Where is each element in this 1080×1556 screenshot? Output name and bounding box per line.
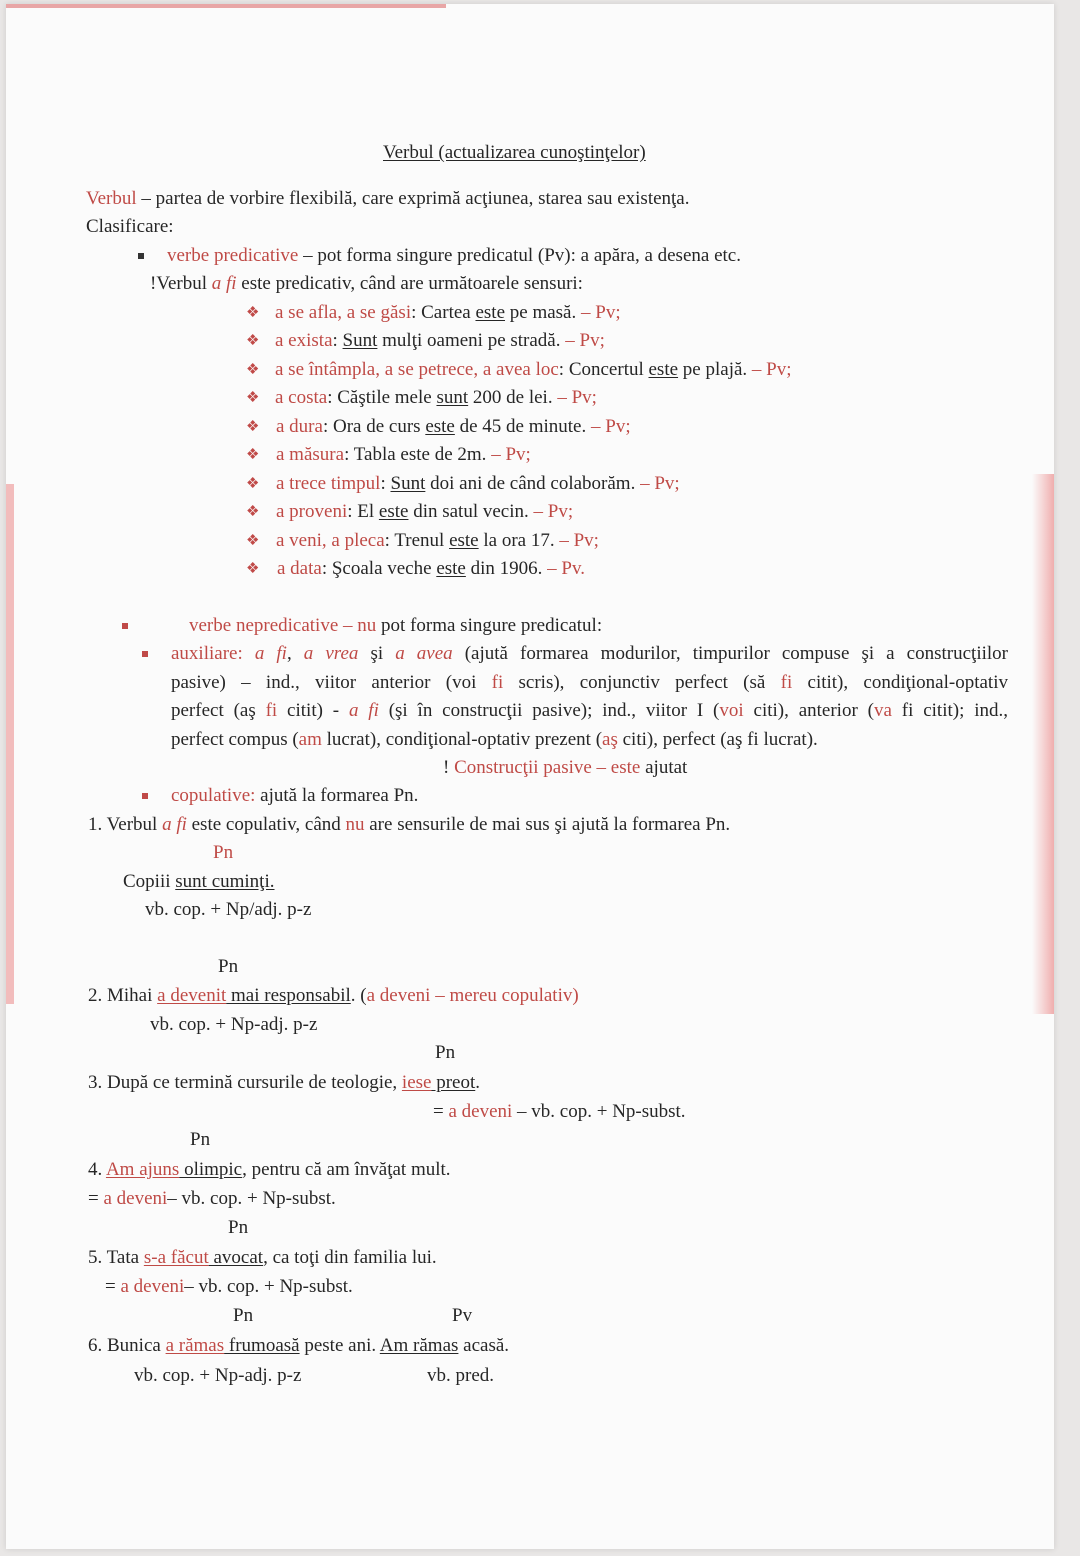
text-line — [171, 785, 418, 807]
text-line — [233, 1305, 253, 1327]
text-segment: : Cartea — [411, 302, 476, 323]
text-line — [88, 1159, 451, 1181]
highlighted-text: a data — [277, 558, 322, 579]
text-segment: : Trenul — [384, 530, 450, 551]
text-line — [427, 1365, 494, 1387]
text-segment: Pn — [435, 1042, 456, 1063]
text-segment: vb. cop. + Np-adj. p-z — [134, 1365, 302, 1386]
text-line — [171, 729, 818, 751]
highlighted-text: fi — [780, 672, 793, 693]
text-segment: citit) - — [277, 700, 349, 721]
highlighted-text: fi — [491, 672, 504, 693]
text-segment: – vb. cop. + Np-subst. — [167, 1188, 336, 1209]
highlighted-text: copulative: — [171, 785, 256, 806]
text-line — [435, 1042, 455, 1064]
text-line — [189, 615, 602, 637]
text-segment: perfect (aş — [171, 700, 266, 721]
highlighted-text: aş — [602, 729, 618, 750]
text-segment: are sensurile de mai sus şi ajută la formarea Pn. — [364, 814, 731, 835]
highlighted-text: – Pv. — [547, 558, 585, 579]
page-title: Verbul (actualizarea cunoştinţelor) — [383, 142, 646, 163]
text-segment: = — [105, 1276, 121, 1297]
text-segment: Pv — [452, 1305, 473, 1326]
text-segment: este copulativ, când — [186, 814, 346, 835]
highlighted-text: Am ajuns — [105, 1159, 180, 1180]
text-segment: – vb. cop. + Np-subst. — [184, 1276, 353, 1297]
text-line — [276, 501, 573, 523]
text-line — [145, 899, 311, 921]
text-segment: 5. Tata — [88, 1247, 144, 1268]
text-line — [277, 558, 585, 580]
text-line — [167, 245, 741, 267]
text-line — [150, 273, 583, 295]
text-segment: ajutat — [640, 757, 688, 778]
text-segment: de 45 de minute. — [454, 416, 591, 437]
highlighted-text: – Pv; — [581, 302, 621, 323]
text-line — [123, 871, 275, 893]
diamond-bullet-icon: ❖ — [246, 305, 260, 321]
text-segment: perfect compus ( — [171, 729, 299, 750]
text-segment: mulţi oameni pe stradă. — [377, 330, 566, 351]
text-segment: mai responsabil — [226, 985, 351, 1006]
text-segment: este — [648, 359, 679, 380]
text-segment: : Tabla este de 2m. — [344, 444, 492, 465]
text-segment: (şi în construcţii pasive); ind., viitor I ( — [378, 700, 720, 721]
text-segment: ! — [443, 757, 455, 778]
text-line — [171, 643, 1008, 665]
highlighted-text: – Pv; — [565, 330, 605, 351]
text-line — [134, 1365, 301, 1387]
highlighted-text: va — [873, 700, 892, 721]
text-segment: este — [425, 416, 455, 437]
highlighted-text: a fi — [211, 273, 237, 294]
text-line — [88, 1247, 437, 1269]
text-segment: pasive) – ind., viitor anterior (voi — [171, 672, 492, 693]
text-segment: Sunt — [342, 330, 378, 351]
highlighted-text: – Pv; — [559, 530, 599, 551]
decorative-edge — [1032, 474, 1054, 1014]
text-segment: sunt cuminţi. — [175, 871, 275, 892]
text-line — [86, 188, 690, 210]
highlighted-text: a deveni — [120, 1276, 185, 1297]
highlighted-text: verbe nepredicative – nu — [189, 615, 377, 636]
text-segment: – vb. cop. + Np-subst. — [512, 1101, 686, 1122]
highlighted-text: a trece timpul — [276, 473, 381, 494]
text-line — [213, 842, 233, 864]
diamond-bullet-icon: ❖ — [246, 333, 260, 349]
highlighted-text: a veni, a pleca — [276, 530, 385, 551]
text-segment: doi ani de când colaborăm. — [425, 473, 641, 494]
text-segment: – partea de vorbire flexibilă, care exprimă acţiunea, starea sau existenţa. — [136, 188, 690, 209]
text-segment: şi — [358, 643, 396, 664]
square-bullet-icon — [122, 623, 128, 629]
text-line — [276, 416, 631, 438]
text-segment: din satul vecin. — [408, 501, 534, 522]
highlighted-text: Construcţii pasive – este — [454, 757, 641, 778]
text-segment: Pn — [228, 1217, 249, 1238]
text-segment: din 1906. — [465, 558, 548, 579]
highlighted-text: a se afla, a se găsi — [275, 302, 412, 323]
text-line — [433, 1101, 686, 1123]
text-segment: vb. pred. — [427, 1365, 495, 1386]
text-segment: : — [380, 473, 391, 494]
text-segment: lucrat), condiţional-optativ prezent ( — [321, 729, 603, 750]
text-line — [86, 216, 174, 238]
highlighted-text: nu — [345, 814, 365, 835]
highlighted-text: am — [298, 729, 322, 750]
text-line — [276, 473, 680, 495]
text-segment: (ajută formarea modurilor, timpurilor compuse şi a construcţiilor — [452, 643, 1008, 664]
decorative-strip — [6, 4, 446, 8]
text-segment: preot — [431, 1072, 476, 1093]
text-line — [88, 1072, 480, 1094]
highlighted-text: – Pv; — [557, 387, 597, 408]
text-line — [88, 1188, 336, 1210]
text-segment: Copiii — [123, 871, 176, 892]
text-line — [276, 444, 531, 466]
text-line — [228, 1217, 248, 1239]
text-segment: este — [436, 558, 466, 579]
highlighted-text: a se întâmpla, a se petrece, a avea loc — [275, 359, 559, 380]
highlighted-text: a avea — [395, 643, 453, 664]
text-segment: Am rămas — [379, 1335, 459, 1356]
text-segment: = — [433, 1101, 449, 1122]
text-line — [105, 1276, 353, 1298]
highlighted-text: – Pv; — [591, 416, 631, 437]
text-segment: Pn — [190, 1129, 211, 1150]
text-segment: : El — [347, 501, 379, 522]
text-line — [275, 387, 597, 409]
highlighted-text: a deveni — [103, 1188, 168, 1209]
text-segment: . — [475, 1072, 481, 1093]
highlighted-text: a fi — [348, 700, 379, 721]
text-segment: Pn — [233, 1305, 254, 1326]
text-segment: 3. După ce termină cursurile de teologie, — [88, 1072, 402, 1093]
text-line — [88, 985, 579, 1007]
text-segment: : Şcoala veche — [321, 558, 437, 579]
diamond-bullet-icon: ❖ — [246, 390, 260, 406]
text-line — [88, 814, 730, 836]
text-line — [275, 302, 621, 324]
text-segment: pe masă. — [505, 302, 581, 323]
highlighted-text: a costa — [275, 387, 328, 408]
text-segment: este — [475, 302, 506, 323]
text-segment: vb. cop. + Np/adj. p-z — [145, 899, 312, 920]
text-segment: Pn — [218, 956, 239, 977]
text-segment: Clasificare: — [86, 216, 174, 237]
highlighted-text: a deveni – mereu copulativ) — [366, 985, 579, 1006]
text-segment: avocat — [208, 1247, 264, 1268]
text-line — [275, 359, 792, 381]
highlighted-text: s-a făcut — [143, 1247, 209, 1268]
text-segment: scris), conjunctiv perfect (să — [503, 672, 781, 693]
text-line — [443, 757, 687, 779]
text-segment: = — [88, 1188, 104, 1209]
text-segment: , pentru că am învăţat mult. — [242, 1159, 451, 1180]
highlighted-text: a exista — [275, 330, 333, 351]
text-segment: olimpic — [179, 1159, 243, 1180]
highlighted-text: – Pv; — [751, 359, 792, 380]
text-segment: acasă. — [458, 1335, 510, 1356]
highlighted-text: iese — [401, 1072, 432, 1093]
text-segment: ajută la formarea Pn. — [255, 785, 419, 806]
text-line — [275, 330, 605, 352]
highlighted-text: a devenit — [157, 985, 227, 1006]
square-bullet-icon — [138, 253, 144, 259]
highlighted-text: auxiliare: — [171, 643, 255, 664]
text-segment: fi citit); ind., — [891, 700, 1008, 721]
text-segment: 6. Bunica — [88, 1335, 166, 1356]
text-segment: citi), anterior ( — [743, 700, 874, 721]
highlighted-text: Verbul — [86, 188, 137, 209]
square-bullet-icon — [142, 793, 148, 799]
text-segment: , — [286, 643, 304, 664]
text-segment: : Concertul — [558, 359, 649, 380]
text-segment: este predicativ, când are următoarele sensuri: — [236, 273, 583, 294]
highlighted-text: fi — [265, 700, 278, 721]
text-segment: , ca toţi din familia lui. — [263, 1247, 437, 1268]
highlighted-text: a rămas — [165, 1335, 225, 1356]
text-segment: sunt — [436, 387, 469, 408]
text-segment: citit), condiţional-optativ — [792, 672, 1008, 693]
text-line — [452, 1305, 472, 1327]
text-segment: citi), perfect (aş fi lucrat). — [617, 729, 818, 750]
text-segment: 2. Mihai — [88, 985, 158, 1006]
highlighted-text: – Pv; — [491, 444, 531, 465]
text-line — [190, 1129, 210, 1151]
diamond-bullet-icon: ❖ — [246, 419, 260, 435]
text-segment: . ( — [350, 985, 367, 1006]
text-segment: : Căştile mele — [327, 387, 437, 408]
highlighted-text: a fi — [162, 814, 187, 835]
text-segment: : Ora de curs — [322, 416, 426, 437]
text-segment: 200 de lei. — [468, 387, 558, 408]
diamond-bullet-icon: ❖ — [246, 447, 260, 463]
diamond-bullet-icon: ❖ — [246, 362, 260, 378]
text-line — [88, 1335, 509, 1357]
text-segment: pe plajă. — [678, 359, 752, 380]
text-segment: peste ani. — [299, 1335, 380, 1356]
text-segment: este — [449, 530, 479, 551]
diamond-bullet-icon: ❖ — [246, 533, 260, 549]
text-segment: Sunt — [390, 473, 426, 494]
highlighted-text: a proveni — [276, 501, 348, 522]
square-bullet-icon — [142, 651, 148, 657]
highlighted-text: a fi — [254, 643, 287, 664]
text-segment: !Verbul — [150, 273, 212, 294]
diamond-bullet-icon: ❖ — [246, 476, 260, 492]
text-segment: frumoasă — [224, 1335, 300, 1356]
highlighted-text: voi — [719, 700, 744, 721]
text-segment: la ora 17. — [478, 530, 560, 551]
highlighted-text: a măsura — [276, 444, 345, 465]
highlighted-text: Pn — [213, 842, 234, 863]
text-segment: pot forma singure predicatul: — [376, 615, 603, 636]
text-line — [171, 672, 1008, 694]
text-segment: : — [332, 330, 343, 351]
text-segment: vb. cop. + Np-adj. p-z — [150, 1014, 318, 1035]
decorative-edge — [6, 484, 14, 1004]
diamond-bullet-icon: ❖ — [246, 561, 260, 577]
text-line — [171, 700, 1008, 722]
highlighted-text: a deveni — [448, 1101, 513, 1122]
text-segment: este — [378, 501, 409, 522]
text-segment: 4. — [88, 1159, 106, 1180]
text-line — [218, 956, 238, 978]
text-segment: 1. Verbul — [88, 814, 163, 835]
text-line — [276, 530, 599, 552]
highlighted-text: a dura — [276, 416, 323, 437]
highlighted-text: – Pv; — [533, 501, 574, 522]
diamond-bullet-icon: ❖ — [246, 504, 260, 520]
highlighted-text: – Pv; — [640, 473, 680, 494]
highlighted-text: a vrea — [303, 643, 359, 664]
highlighted-text: verbe predicative — [167, 245, 299, 266]
text-segment: – pot forma singure predicatul (Pv): a apăra, a desena etc. — [298, 245, 741, 266]
text-line — [150, 1014, 317, 1036]
